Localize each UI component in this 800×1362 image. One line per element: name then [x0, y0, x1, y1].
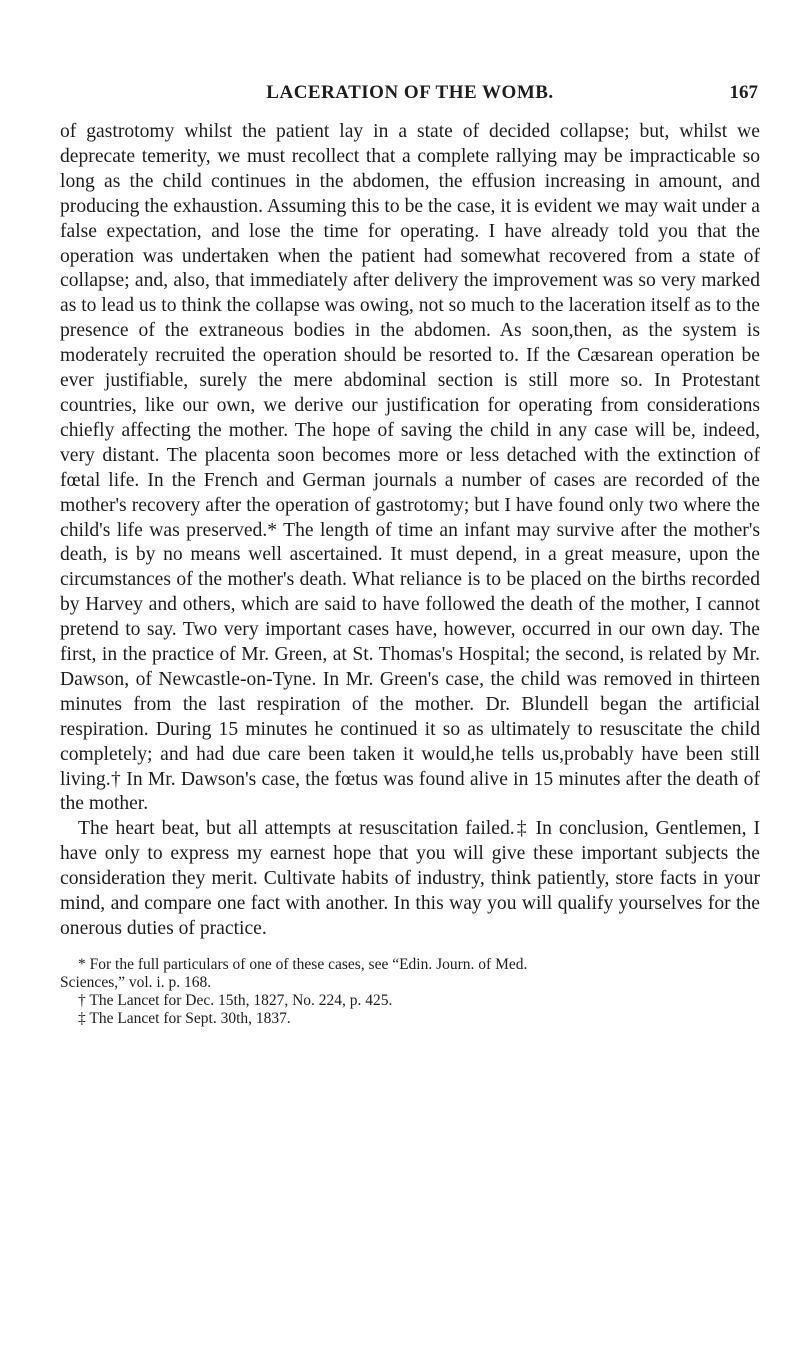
body-text	[60, 120, 760, 942]
paragraph-2: The heart beat, but all attempts at resuscitation failed.‡ In conclusion, Gentlemen, I have only to express my earnest hope that you will give these important subjects the consideration they merit. Cultivate habits of industry, think patiently, store facts in your mind, and compare one fact with another. In this way you will qualify yourselves for the onerous duties of practice.	[60, 818, 760, 939]
footnote-2: † The Lancet for Dec. 15th, 1827, No. 224, p. 425.	[78, 991, 393, 1009]
book-page	[60, 82, 760, 1028]
footnote-1: * For the full particulars of one of these cases, see “Edin. Journ. of Med.	[78, 955, 528, 973]
footnote-1-continued: Sciences,” vol. i. p. 168.	[60, 973, 212, 991]
running-head	[60, 82, 760, 110]
footnotes	[60, 956, 760, 1028]
paragraph-1: of gastrotomy whilst the patient lay in a state of decided collapse; but, whilst we deprecate temerity, we must recollect that a complete rallying may be impracticable so long as the child continues in the abdomen, the effusion increasing in amount, and producing the exhaustion. Assuming this to be the case, it is evident we may wait under a false expectation, and lose the time for operating. I have already told you that the operation was undertaken when the patient had somewhat recovered from a state of collapse; and, also, that immediately after delivery the improvement was so very marked as to lead us to think the collapse was owing, not so much to the laceration itself as to the presence of the extraneous bodies in the abdomen. As soon,then, as the system is moderately recruited the operation should be resorted to. If the Cæsarean operation be ever justifiable, surely the mere abdominal section is still more so. In Protestant countries, like our own, we derive our justification for operating from considerations chiefly affecting the mother. The hope of saving the child in any case will be, indeed, very distant. The placenta soon becomes more or less detached with the extinction of fœtal life. In the French and German journals a number of cases are recorded of the mother's recovery after the operation of gastrotomy; but I have found only two where the child's life was preserved.* The length of time an infant may survive after the mother's death, is by no means well ascertained. It must depend, in a great measure, upon the circumstances of the mother's death. What reliance is to be placed on the births recorded by Harvey and others, which are said to have followed the death of the mother, I cannot pretend to say. Two very important cases have, however, occurred in our own day. The first, in the practice of Mr. Green, at St. Thomas's Hospital; the second, is related by Mr. Dawson, of Newcastle-on-Tyne. In Mr. Green's case, the child was removed in thirteen minutes from the last respiration of the mother. Dr. Blundell began the artificial respiration. During 15 minutes he continued it so as ultimately to resuscitate the child completely; and had due care been taken it would,he tells us,probably have been still living.† In Mr. Dawson's case, the fœtus was found alive in 15 minutes after the death of the mother.	[60, 121, 760, 815]
running-title: LACERATION OF THE WOMB.	[266, 82, 554, 103]
page-number: 167	[729, 82, 758, 103]
footnote-3: ‡ The Lancet for Sept. 30th, 1837.	[78, 1009, 291, 1027]
